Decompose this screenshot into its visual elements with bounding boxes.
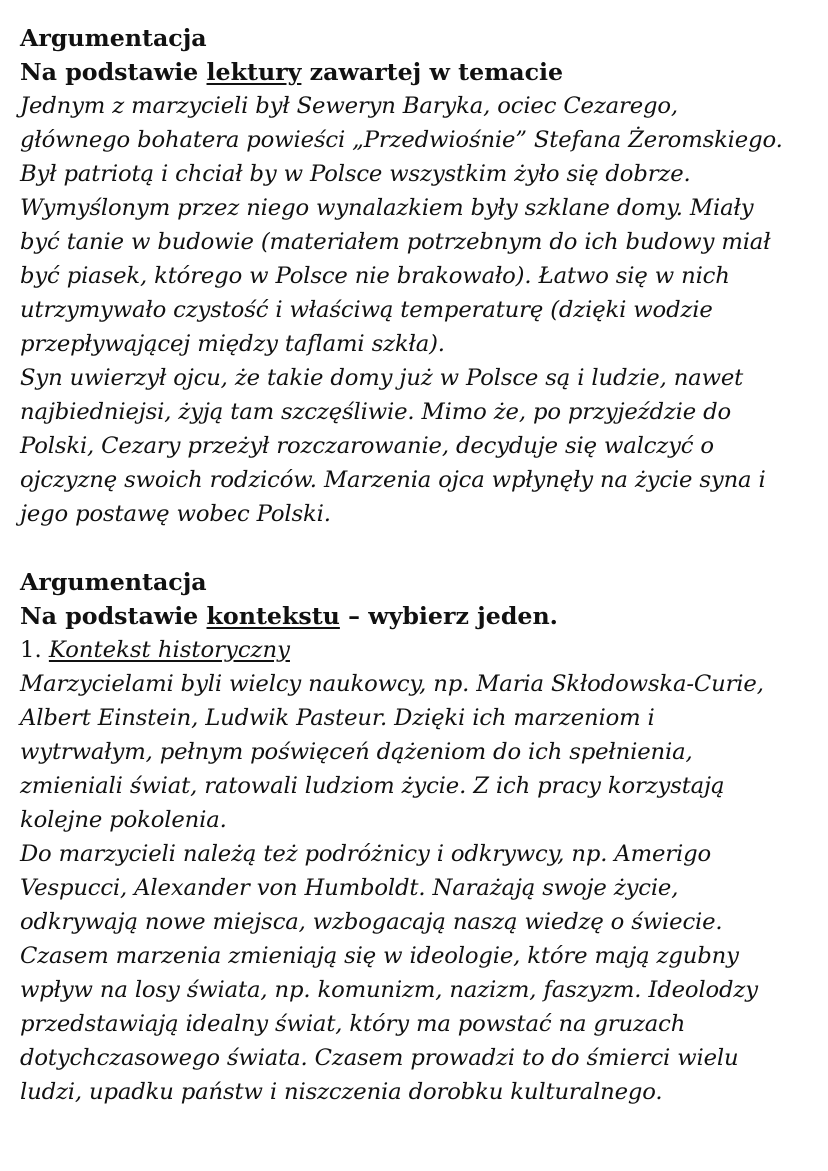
text-line: kolejne pokolenia. bbox=[20, 807, 227, 833]
list-label: Kontekst historyczny bbox=[48, 637, 290, 663]
text-line: być piasek, którego w Polsce nie brakowało). Łatwo się w nich bbox=[20, 263, 730, 289]
text-line: wpływ na losy świata, np. komunizm, nazizm, faszyzm. Ideolodzy bbox=[20, 977, 758, 1003]
text-line: wytrwałym, pełnym poświęceń dążeniom do ich spełnienia, bbox=[20, 739, 693, 765]
text-line: przedstawiają idealny świat, który ma powstać na gruzach bbox=[20, 1011, 686, 1037]
section2-paragraph1 bbox=[20, 667, 820, 837]
text-line: głównego bohatera powieści „Przedwiośnie” Stefana Żeromskiego. bbox=[20, 127, 783, 153]
section2-title: Argumentacja bbox=[20, 568, 207, 596]
text-line: ludzi, upadku państw i niszczenia dorobku kulturalnego. bbox=[20, 1079, 663, 1105]
section-spacer bbox=[20, 531, 820, 565]
text-line: być tanie w budowie (materiałem potrzebnym do ich budowy miał bbox=[20, 229, 771, 255]
section2-subtitle bbox=[20, 599, 820, 633]
section2-paragraph2 bbox=[20, 837, 820, 1109]
text-line: utrzymywało czystość i właściwą temperaturę (dzięki wodzie bbox=[20, 297, 713, 323]
text-line: najbiedniejsi, żyją tam szczęśliwie. Mimo że, po przyjeździe do bbox=[20, 399, 732, 425]
section1-paragraph1 bbox=[20, 89, 820, 361]
text-line: odkrywają nowe miejsca, wzbogacają naszą wiedzę o świecie. bbox=[20, 909, 723, 935]
text-line: jego postawę wobec Polski. bbox=[20, 501, 331, 527]
text-line: zmieniali świat, ratowali ludziom życie. Z ich pracy korzystają bbox=[20, 773, 725, 799]
text-line: Syn uwierzył ojcu, że takie domy już w Polsce są i ludzie, nawet bbox=[20, 365, 744, 391]
section2-subtitle-keyword: kontekstu bbox=[206, 602, 340, 630]
section1-title: Argumentacja bbox=[20, 24, 207, 52]
section1-subtitle bbox=[20, 55, 820, 89]
text-line: dotychczasowego świata. Czasem prowadzi to do śmierci wielu bbox=[20, 1045, 739, 1071]
document-page bbox=[20, 21, 820, 1109]
text-line: Polski, Cezary przeżył rozczarowanie, decyduje się walczyć o bbox=[20, 433, 714, 459]
text-line: Do marzycieli należą też podróżnicy i odkrywcy, np. Amerigo bbox=[20, 841, 712, 867]
section1-subtitle-start: Na podstawie bbox=[20, 58, 207, 86]
text-line: Jednym z marzycieli był Seweryn Baryka, ociec Cezarego, bbox=[20, 93, 679, 119]
text-line: Albert Einstein, Ludwik Pasteur. Dzięki ich marzeniom i bbox=[20, 705, 655, 731]
list-item-historical-context bbox=[20, 633, 820, 667]
text-line: Vespucci, Alexander von Humboldt. Narażają swoje życie, bbox=[20, 875, 679, 901]
section1-subtitle-keyword: lektury bbox=[206, 58, 302, 86]
list-number: 1. bbox=[20, 637, 42, 663]
text-line: Wymyślonym przez niego wynalazkiem były szklane domy. Miały bbox=[20, 195, 754, 221]
section1-paragraph2 bbox=[20, 361, 820, 531]
section2-subtitle-end: – wybierz jeden. bbox=[339, 602, 558, 630]
text-line: Marzycielami byli wielcy naukowcy, np. Maria Skłodowska-Curie, bbox=[20, 671, 764, 697]
text-line: Czasem marzenia zmieniają się w ideologie, które mają zgubny bbox=[20, 943, 739, 969]
text-line: przepływającej między taflami szkła). bbox=[20, 331, 445, 357]
section1-subtitle-end: zawartej w temacie bbox=[301, 58, 564, 86]
text-line: Był patriotą i chciał by w Polsce wszystkim żyło się dobrze. bbox=[20, 161, 691, 187]
section2-subtitle-start: Na podstawie bbox=[20, 602, 207, 630]
text-line: ojczyznę swoich rodziców. Marzenia ojca wpłynęły na życie syna i bbox=[20, 467, 766, 493]
